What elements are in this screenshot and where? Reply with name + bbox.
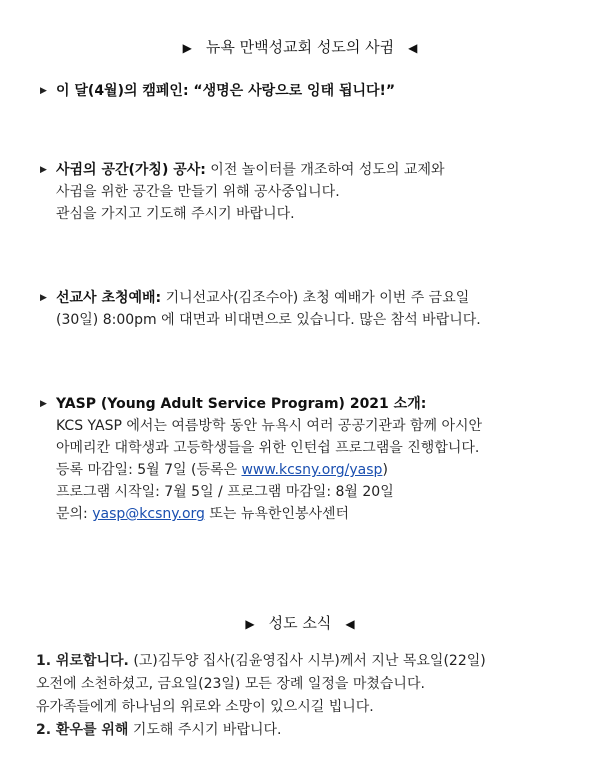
section-heading-news [0,612,600,633]
construction-lead: 이전 놀이터를 개조하여 성도의 교제와 [205,162,445,178]
list-item-yasp [40,393,580,525]
news-1-line1: (고)김두양 집사(김윤영집사 시부)께서 지난 목요일(22일) [128,653,486,669]
news-1-line3: 유가족들에게 하나님의 위로와 소망이 있으시길 빕니다. [36,699,374,715]
missionary-lead: 기니선교사(김조수아) 초청 예배가 이번 주 금요일 [161,290,470,306]
yasp-title: YASP (Young Adult Service Program) 2021 소개: [56,396,427,412]
news-item-2 [36,719,576,742]
news-2-rest: 기도해 주시기 바랍니다. [128,722,282,738]
contact-email-link[interactable]: yasp@kcsny.org [92,506,205,522]
section-title: 뉴욕 만백성교회 성도의 사귐 [205,38,395,56]
construction-line3: 관심을 가지고 기도해 주시기 바랍니다. [56,206,295,222]
triangle-bullet-icon: ▶ [40,86,47,96]
yasp-program-dates: 프로그램 시작일: 7월 5일 / 프로그램 마감일: 8월 20일 [56,484,394,500]
yasp-registration [56,459,580,481]
construction-title: 사귐의 공간(가칭) 공사: [56,162,206,178]
section-title: 성도 소식 [268,614,332,632]
registration-close: ) [382,462,388,478]
construction-line2: 사귐을 위한 공간을 만들기 위해 공사중입니다. [56,184,340,200]
triangle-bullet-icon: ▶ [40,293,47,303]
play-left-icon: ◀ [345,617,355,631]
list-item-missionary [40,287,580,331]
play-right-icon: ▶ [182,41,192,55]
news-list [36,650,576,742]
missionary-title: 선교사 초청예배: [56,290,162,306]
registration-text: 등록 마감일: 5월 7일 (등록은 [56,462,242,478]
list-item-campaign [40,80,580,102]
triangle-bullet-icon: ▶ [40,165,47,175]
registration-link[interactable]: www.kcsny.org/yasp [241,462,383,478]
triangle-bullet-icon: ▶ [40,399,47,409]
news-1-title: 1. 위로합니다. [36,653,129,669]
play-left-icon: ◀ [408,41,418,55]
missionary-line2: (30일) 8:00pm 에 대면과 비대면으로 있습니다. 많은 참석 바랍니다. [56,312,481,328]
yasp-line2: 아메리칸 대학생과 고등학생들을 위한 인턴쉽 프로그램을 진행합니다. [56,440,480,456]
news-item-1 [36,650,576,673]
yasp-contact [56,503,580,525]
section-heading-fellowship [0,36,600,57]
list-item-construction [40,159,580,225]
play-right-icon: ▶ [245,617,255,631]
contact-suffix: 또는 뉴욕한인봉사센터 [204,506,350,522]
yasp-line1: KCS YASP 에서는 여름방학 동안 뉴욕시 여러 공공기관과 함께 아시안 [56,418,483,434]
contact-label: 문의: [56,506,93,522]
news-2-title: 2. 환우를 위해 [36,722,129,738]
news-1-line2: 오전에 소천하셨고, 금요일(23일) 모든 장례 일정을 마쳤습니다. [36,676,425,692]
campaign-title: 이 달(4월)의 캠페인: “생명은 사랑으로 잉태 됩니다!” [56,83,396,99]
